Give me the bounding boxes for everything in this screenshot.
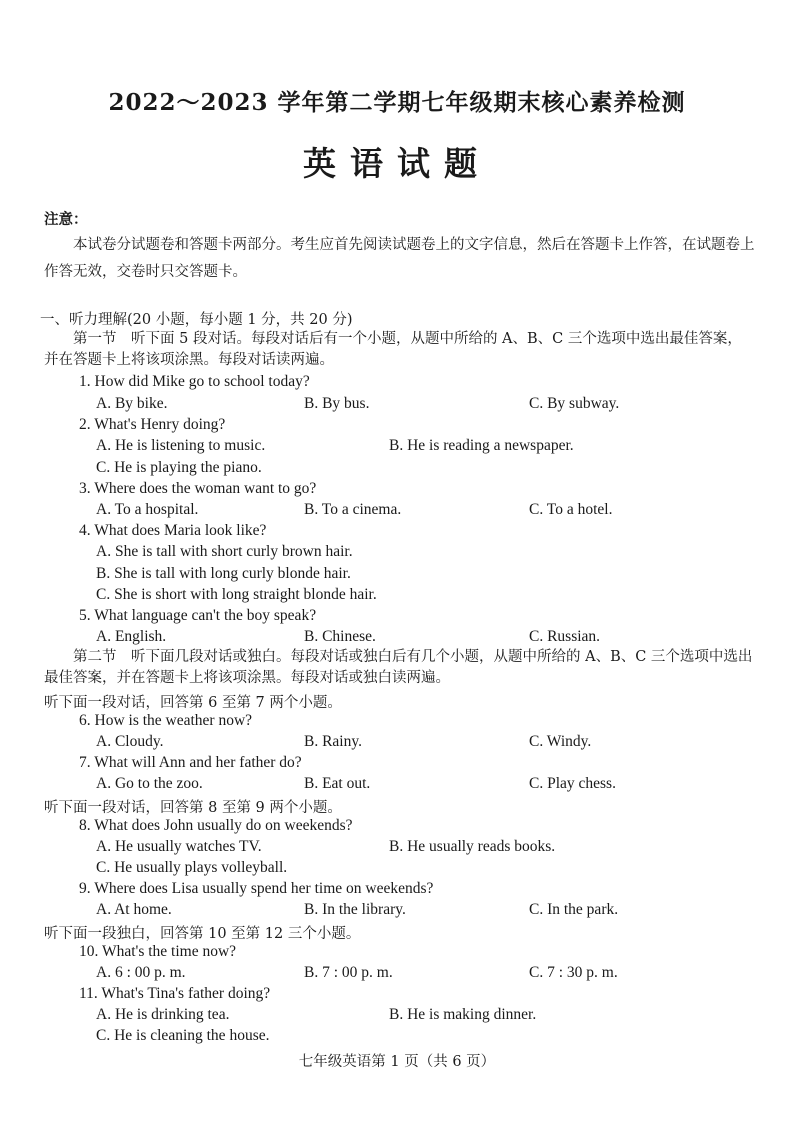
option-a: A. He usually watches TV. xyxy=(96,838,262,855)
question-stem: 4. What does Maria look like? xyxy=(79,522,267,539)
listening-prompt: 听下面一段对话，回答第 6 至第 7 两个小题。 xyxy=(44,695,342,711)
option-c: C. 7 : 30 p. m. xyxy=(529,964,618,981)
option-b: B. He usually reads books. xyxy=(389,838,556,855)
option-b: B. Eat out. xyxy=(304,775,371,792)
page-footer: 七年级英语第 1 页（共 6 页） xyxy=(298,1054,496,1070)
option-a: A. She is tall with short curly brown hair. xyxy=(96,543,353,560)
option-a: A. By bike. xyxy=(96,395,168,412)
option-b: B. In the library. xyxy=(304,901,406,918)
listening-prompt: 听下面一段对话，回答第 8 至第 9 两个小题。 xyxy=(44,800,342,816)
option-a: A. At home. xyxy=(96,901,172,918)
option-c: C. He is playing the piano. xyxy=(96,459,262,476)
option-c: C. Windy. xyxy=(529,733,592,750)
option-a: A. He is listening to music. xyxy=(96,437,266,454)
option-b: B. By bus. xyxy=(304,395,370,412)
option-c: C. Russian. xyxy=(529,628,601,645)
question-stem: 11. What's Tina's father doing? xyxy=(79,985,271,1002)
listening-prompt: 听下面一段独白，回答第 10 至第 12 三个小题。 xyxy=(44,926,361,942)
question-stem: 2. What's Henry doing? xyxy=(79,416,226,433)
option-b: B. Rainy. xyxy=(304,733,362,750)
option-a: A. English. xyxy=(96,628,167,645)
notice-body: 本试卷分试题卷和答题卡两部分。考生应首先阅读试题卷上的文字信息，然后在答题卡上作答，在试题卷上作答无效，交卷时只交答题卡。 xyxy=(44,237,755,280)
subject-title: 英语试题 xyxy=(303,144,491,183)
option-a: A. To a hospital. xyxy=(96,501,199,518)
option-b: B. He is making dinner. xyxy=(389,1006,537,1023)
option-c: C. In the park. xyxy=(529,901,619,918)
question-stem: 6. How is the weather now? xyxy=(79,712,253,729)
question-stem: 5. What language can't the boy speak? xyxy=(79,607,317,624)
option-b: B. She is tall with long curly blonde hair. xyxy=(96,565,351,582)
option-c: C. He is cleaning the house. xyxy=(96,1027,270,1044)
option-c: C. Play chess. xyxy=(529,775,616,792)
section2-intro: 第二节 听下面几段对话或独白。每段对话或独白后有几个小题，从题中所给的 A、B、C 三个选项中选出最佳答案，并在答题卡上将该项涂黑。每段对话或独白读两遍。 xyxy=(44,649,753,686)
option-a: A. He is drinking tea. xyxy=(96,1006,230,1023)
option-c: C. She is short with long straight blonde hair. xyxy=(96,586,377,603)
question-stem: 7. What will Ann and her father do? xyxy=(79,754,302,771)
question-stem: 8. What does John usually do on weekends? xyxy=(79,817,353,834)
option-a: A. Cloudy. xyxy=(96,733,164,750)
question-stem: 1. How did Mike go to school today? xyxy=(79,373,310,390)
section1-intro: 第一节 听下面 5 段对话。每段对话后有一个小题，从题中所给的 A、B、C 三个选项中选出最佳答案，并在答题卡上将该项涂黑。每段对话读两遍。 xyxy=(44,331,742,368)
option-b: B. 7 : 00 p. m. xyxy=(304,964,393,981)
question-stem: 3. Where does the woman want to go? xyxy=(79,480,317,497)
part1-heading: 一、听力理解(20 小题，每小题 1 分，共 20 分) xyxy=(40,312,353,328)
option-c: C. He usually plays volleyball. xyxy=(96,859,288,876)
question-stem: 9. Where does Lisa usually spend her time on weekends? xyxy=(79,880,434,897)
option-c: C. To a hotel. xyxy=(529,501,613,518)
option-b: B. He is reading a newspaper. xyxy=(389,437,574,454)
option-a: A. Go to the zoo. xyxy=(96,775,203,792)
question-stem: 10. What's the time now? xyxy=(79,943,237,960)
exam-title: 2022～2023 学年第二学期七年级期末核心素养检测 xyxy=(108,89,686,116)
option-b: B. Chinese. xyxy=(304,628,376,645)
option-a: A. 6 : 00 p. m. xyxy=(96,964,186,981)
notice-label: 注意： xyxy=(44,211,88,228)
option-b: B. To a cinema. xyxy=(304,501,402,518)
option-c: C. By subway. xyxy=(529,395,620,412)
